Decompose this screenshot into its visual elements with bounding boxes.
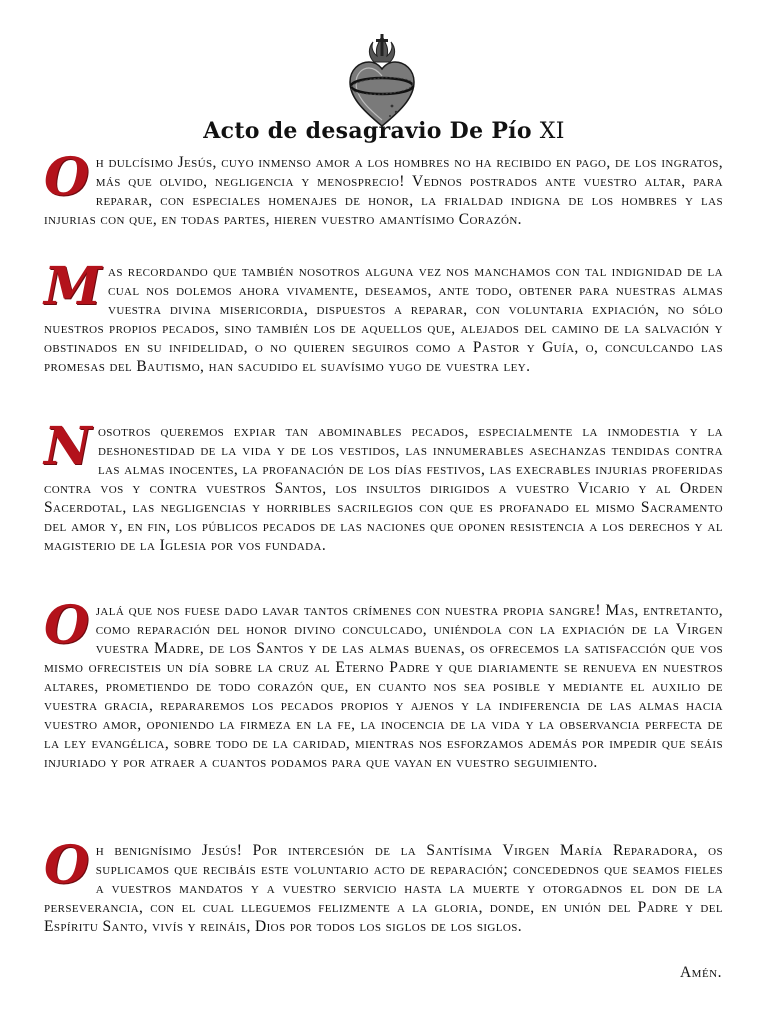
paragraph-1	[44, 147, 723, 229]
drop-cap-initial: M	[44, 256, 102, 317]
paragraph-2	[44, 256, 723, 376]
drop-cap-initial: O	[44, 147, 90, 208]
title-text: Acto de desagravio De Pío	[203, 118, 532, 144]
paragraph-4	[44, 595, 723, 772]
page-title	[0, 118, 768, 144]
closing-amen: Amén.	[679, 964, 722, 981]
paragraph-text: as recordando que también nosotros alguna vez nos manchamos con tal indignidad de la cual nos dolemos ahora vivamente, deseamos, ante todo, obtener para nuestras almas vuestra divina misericordia, dispuestos a reparar, con voluntaria expiación, no sólo nuestros propios pecados, sino también los de aquellos que, alejados del camino de la salvación y obstinados en su infidelidad, o no quieren seguiros como a Pastor y Guía, o, conculcando las promesas del Bautismo, han sacudido el suavísimo yugo de vuestra ley.	[44, 263, 723, 375]
paragraph-3	[44, 416, 723, 555]
paragraph-text: h benignísimo Jesús! Por intercesión de la Santísima Virgen María Reparadora, os suplicamos que recibáis este voluntario acto de reparación; concedednos que seamos fieles a vuestros mandatos y a vuestro servicio hasta la muerte y otorgadnos el don de la perseverancia, con el cual lleguemos felizmente a la gloria, donde, en unión del Padre y del Espíritu Santo, vivís y reináis, Dios por todos los siglos de los siglos.	[44, 842, 723, 935]
drop-cap-initial: N	[44, 416, 92, 477]
paragraph-text: jalá que nos fuese dado lavar tantos crímenes con nuestra propia sangre! Mas, entretanto, como reparación del honor divino conculcado, uniéndola con la expiación de la Virgen vuestra Madre, de los Santos y de las almas buenas, os ofrecemos la satisfacción que vos mismo ofrecisteis un día sobre la cruz al Eterno Padre y que diariamente se renueva en nuestros altares, prometiendo de todo corazón que, en cuanto nos sea posible y mediante el auxilio de vuestra gracia, repararemos los pecados propios y ajenos y la indiferencia de las almas hacia vuestro amor, oponiendo la firmeza en la fe, la inocencia de la vida y la observancia perfecta de la ley evangélica, sobre todo de la caridad, mientras nos esforzamos además por impedir que seáis injuriado y por atraer a cuantos podamos para que vayan en vuestro seguimiento.	[44, 602, 723, 771]
drop-cap-initial: O	[44, 595, 90, 656]
paragraph-text: h dulcísimo Jesús, cuyo inmenso amor a los hombres no ha recibido en pago, de los ingratos, más que olvido, negligencia y menosprecio! Vednos postrados ante vuestro altar, para reparar, con especiales homenajes de honor, la frialdad indigna de los hombres y las injurias con que, en todas partes, hieren vuestro amantísimo Corazón.	[44, 154, 723, 228]
title-numeral: XI	[539, 119, 565, 144]
paragraph-text: osotros queremos expiar tan abominables pecados, especialmente la inmodestia y la deshonestidad de la vida y de los vestidos, las innumerables asechanzas tendidas contra las almas inocentes, la profanación de los días festivos, las execrables injurias proferidas contra vos y contra vuestros Santos, los insultos dirigidos a vuestro Vicario y al Orden Sacerdotal, las negligencias y horribles sacrilegios con que es profanado el mismo Sacramento del amor y, en fin, los públicos pecados de las naciones que oponen resistencia a los derechos y al magisterio de la Iglesia por vos fundada.	[44, 423, 723, 554]
paragraph-5	[44, 835, 723, 936]
drop-cap-initial: O	[44, 835, 90, 896]
